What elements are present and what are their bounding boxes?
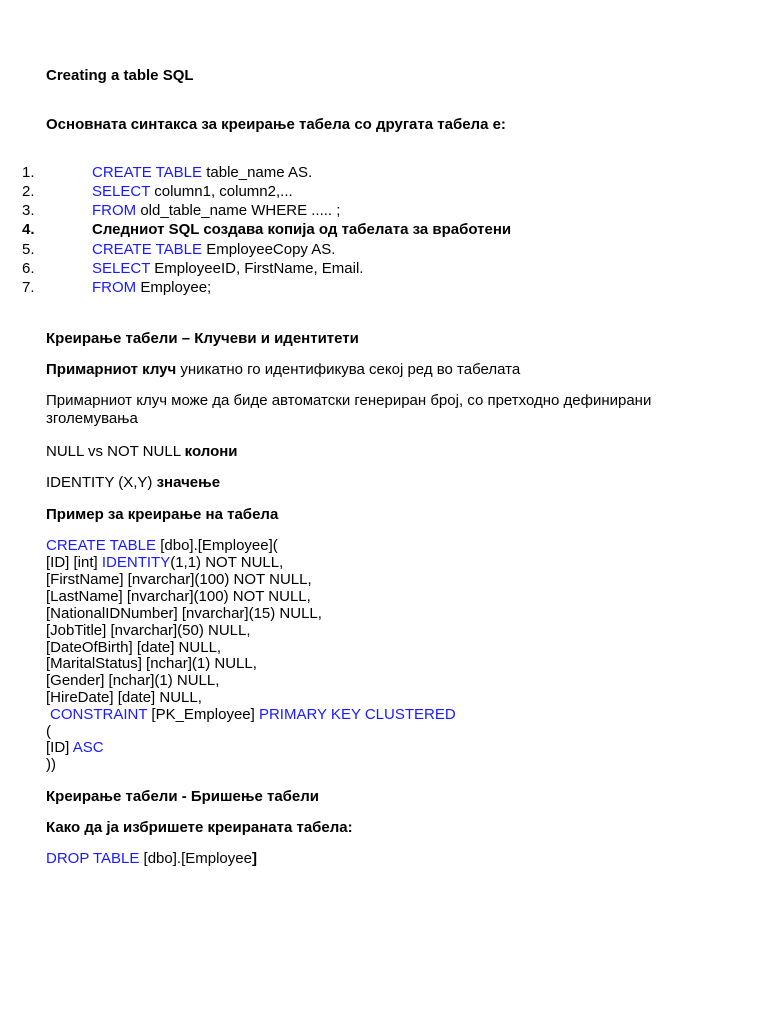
list-item bbox=[92, 260, 363, 277]
identity-paragraph bbox=[46, 474, 220, 491]
section-heading-drop: Креирање табели - Бришење табели bbox=[46, 788, 320, 805]
code-line bbox=[46, 739, 104, 756]
primary-key-term: Примарниот клуч bbox=[46, 361, 177, 378]
list-number: 7. bbox=[22, 279, 35, 296]
list-number: 1. bbox=[22, 164, 35, 181]
sql-keyword: DROP TABLE bbox=[46, 850, 140, 867]
code-line: [Gender] [nchar](1) NULL, bbox=[46, 672, 220, 689]
sql-keyword: FROM bbox=[92, 202, 137, 219]
identity-bold: значење bbox=[156, 474, 221, 491]
code-text: [PK_Employee] bbox=[147, 706, 259, 723]
list-number: 5. bbox=[22, 241, 35, 258]
list-item-text: EmployeeID, FirstName, Email. bbox=[150, 260, 364, 277]
list-item-text: old_table_name WHERE ..... ; bbox=[136, 202, 341, 219]
sql-keyword: SELECT bbox=[92, 183, 151, 200]
sql-keyword: CONSTRAINT bbox=[50, 706, 148, 723]
code-line: [MaritalStatus] [nchar](1) NULL, bbox=[46, 655, 257, 672]
section-heading-keys: Креирање табели – Клучеви и идентитети bbox=[46, 330, 359, 347]
sql-keyword: CREATE TABLE bbox=[92, 241, 203, 258]
list-item bbox=[92, 183, 293, 200]
example-heading: Пример за креирање на табела bbox=[46, 506, 279, 523]
list-number: 2. bbox=[22, 183, 35, 200]
list-item bbox=[92, 164, 312, 181]
list-number: 4. bbox=[22, 221, 35, 238]
primary-key-description: уникатно го идентификува секој ред во табелата bbox=[176, 361, 521, 378]
list-item-text: EmployeeCopy AS. bbox=[202, 241, 336, 258]
list-item-text: column1, column2,... bbox=[150, 183, 293, 200]
code-line: ( bbox=[46, 723, 51, 740]
code-text: [dbo].[Employee bbox=[139, 850, 252, 867]
list-item-text: Employee; bbox=[136, 279, 212, 296]
list-item bbox=[92, 221, 511, 238]
code-text: [ID] bbox=[46, 739, 73, 756]
code-line: [LastName] [nvarchar](100) NOT NULL, bbox=[46, 588, 311, 605]
code-line: [JobTitle] [nvarchar](50) NULL, bbox=[46, 622, 251, 639]
list-item bbox=[92, 279, 211, 296]
drop-statement bbox=[46, 850, 257, 867]
sql-keyword: PRIMARY KEY CLUSTERED bbox=[258, 706, 456, 723]
null-text: NULL vs NOT NULL bbox=[46, 443, 185, 460]
list-number: 6. bbox=[22, 260, 35, 277]
identity-text: IDENTITY (X,Y) bbox=[46, 474, 157, 491]
null-bold: колони bbox=[184, 443, 238, 460]
primary-key-paragraph bbox=[46, 361, 520, 378]
list-number: 3. bbox=[22, 202, 35, 219]
sql-keyword: ASC bbox=[72, 739, 104, 756]
sql-keyword: SELECT bbox=[92, 260, 151, 277]
code-text: ] bbox=[251, 850, 257, 867]
code-line bbox=[46, 554, 283, 571]
sql-keyword: CREATE TABLE bbox=[92, 164, 203, 181]
list-item bbox=[92, 202, 340, 219]
list-item-text: table_name AS. bbox=[202, 164, 313, 181]
sql-keyword: CREATE TABLE bbox=[46, 537, 157, 554]
sql-keyword: FROM bbox=[92, 279, 137, 296]
code-line: [DateOfBirth] [date] NULL, bbox=[46, 639, 222, 656]
null-paragraph bbox=[46, 443, 238, 460]
drop-question: Како да ја избришете креираната табела: bbox=[46, 819, 353, 836]
list-item bbox=[92, 241, 335, 258]
primary-key-auto-paragraph: Примарниот клуч може да биде автоматски генериран број, со претходно дефинирани зголемувања bbox=[46, 392, 652, 427]
sql-keyword: IDENTITY bbox=[101, 554, 171, 571]
code-line: )) bbox=[46, 756, 56, 773]
doc-title: Creating a table SQL bbox=[46, 67, 194, 84]
list-item-text: Следниот SQL создава копија од табелата за вработени bbox=[92, 221, 512, 238]
code-line bbox=[46, 537, 278, 554]
code-line: [FirstName] [nvarchar](100) NOT NULL, bbox=[46, 571, 312, 588]
code-line bbox=[50, 706, 456, 723]
code-text: (1,1) NOT NULL, bbox=[170, 554, 284, 571]
code-text: [ID] [int] bbox=[46, 554, 102, 571]
intro-text: Основната синтакса за креирање табела со другата табела е: bbox=[46, 116, 506, 133]
code-line: [HireDate] [date] NULL, bbox=[46, 689, 202, 706]
code-line: [NationalIDNumber] [nvarchar](15) NULL, bbox=[46, 605, 322, 622]
code-text: [dbo].[Employee]( bbox=[156, 537, 278, 554]
